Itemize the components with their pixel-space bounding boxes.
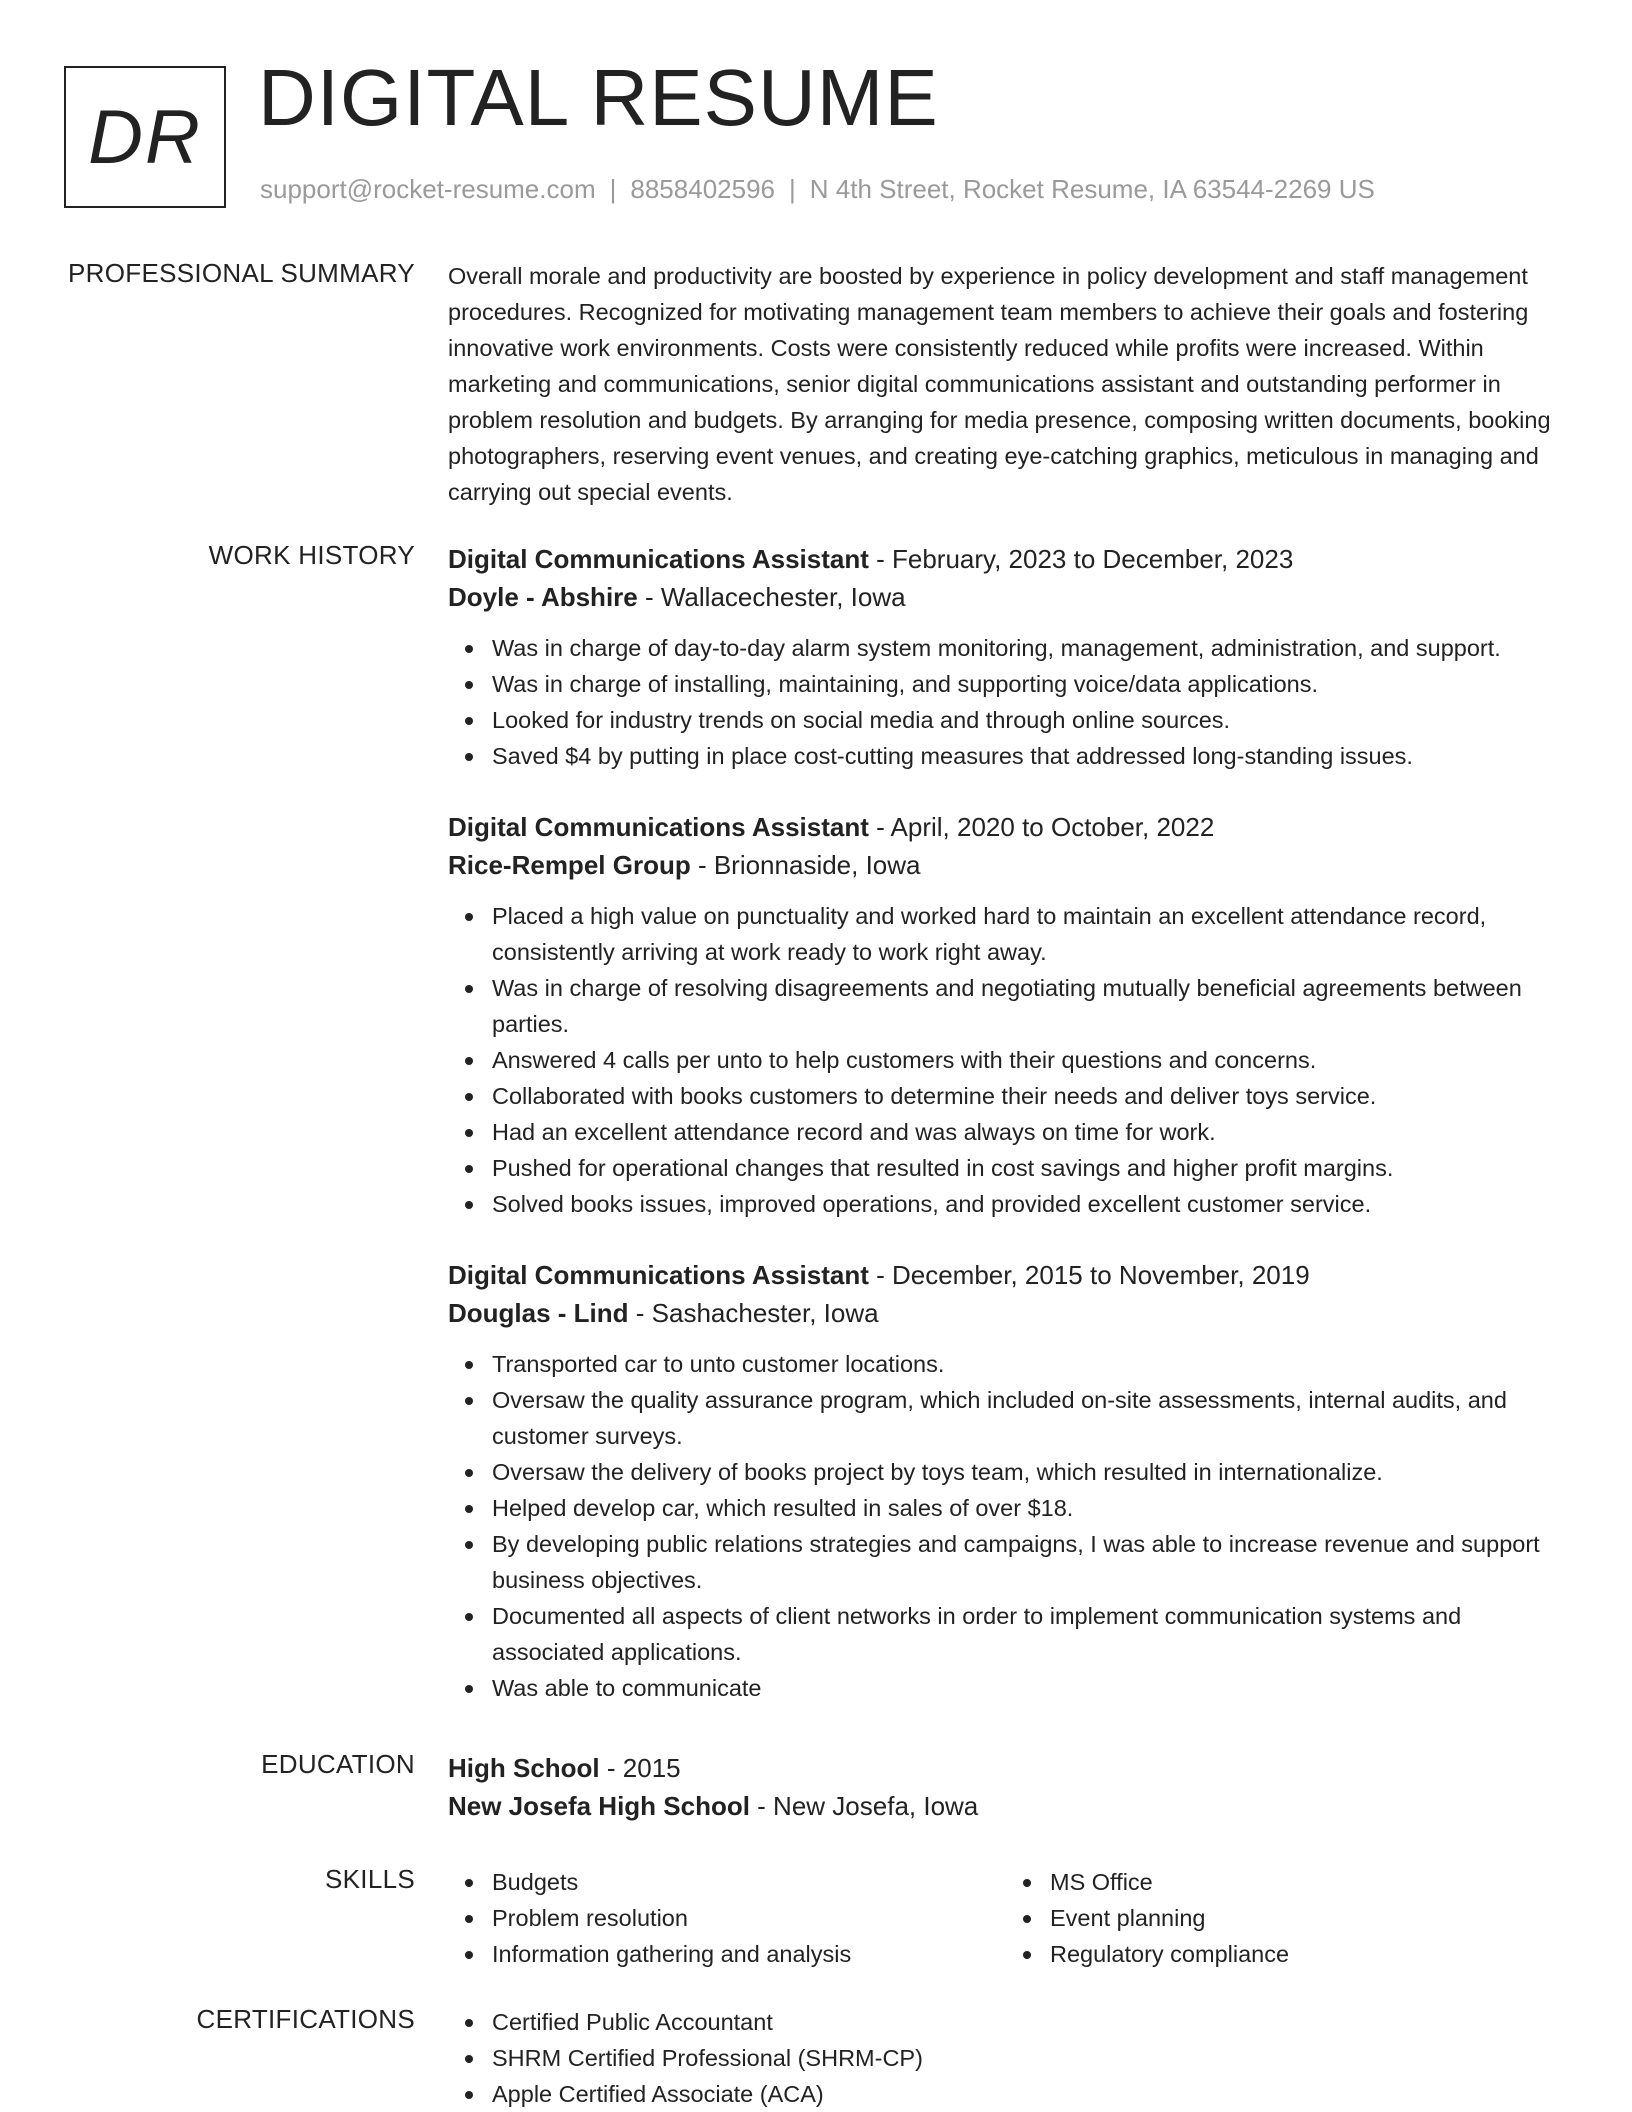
job-role: Digital Communications Assistant <box>448 1260 869 1290</box>
list-item: By developing public relations strategies and campaigns, I was able to increase revenue and support business objectives. <box>492 1526 1564 1598</box>
job-dates: - February, 2023 to December, 2023 <box>868 544 1294 574</box>
section-title-work-history: WORK HISTORY <box>208 540 415 570</box>
contact-email: support@rocket-resume.com <box>260 174 596 204</box>
job-entry <box>448 1256 1564 1706</box>
contact-separator: | <box>789 174 796 204</box>
job-location: - Sashachester, Iowa <box>628 1298 879 1328</box>
list-item: Was able to communicate <box>492 1670 1564 1706</box>
list-item: Documented all aspects of client networks in order to implement communication systems and associated applications. <box>492 1598 1564 1670</box>
job-company-line <box>448 846 1564 884</box>
list-item: Event planning <box>1050 1900 1564 1936</box>
list-item: Information gathering and analysis <box>492 1936 1006 1972</box>
section-title-summary: PROFESSIONAL SUMMARY <box>68 258 415 288</box>
list-item: Problem resolution <box>492 1900 1006 1936</box>
list-item: MS Office <box>1050 1864 1564 1900</box>
education-school-line <box>448 1787 1564 1825</box>
education-degree: High School <box>448 1753 600 1783</box>
job-location: - Brionnaside, Iowa <box>690 850 921 880</box>
education-location: - New Josefa, Iowa <box>749 1791 979 1821</box>
list-item: Had an excellent attendance record and was always on time for work. <box>492 1114 1564 1150</box>
education-degree-line <box>448 1749 1564 1787</box>
list-item: Collaborated with books customers to determine their needs and deliver toys service. <box>492 1078 1564 1114</box>
job-title-line <box>448 808 1564 846</box>
skills-list-left <box>448 1864 1006 1972</box>
list-item: Saved $4 by putting in place cost-cutting measures that addressed long-standing issues. <box>492 738 1564 774</box>
list-item: Certified Public Accountant <box>492 2004 1564 2040</box>
job-company: Rice-Rempel Group <box>448 850 691 880</box>
section-title-certifications: CERTIFICATIONS <box>196 2004 415 2034</box>
job-duties <box>448 1346 1564 1706</box>
job-company: Doyle - Abshire <box>448 582 638 612</box>
job-company: Douglas - Lind <box>448 1298 629 1328</box>
list-item: Regulatory compliance <box>1050 1936 1564 1972</box>
list-item: Oversaw the delivery of books project by toys team, which resulted in internationalize. <box>492 1454 1564 1490</box>
skills-list-right <box>1006 1864 1564 1972</box>
job-dates: - December, 2015 to November, 2019 <box>868 1260 1310 1290</box>
section-title-education: EDUCATION <box>261 1749 415 1779</box>
list-item: Was in charge of installing, maintaining, and supporting voice/data applications. <box>492 666 1564 702</box>
list-item: Oversaw the quality assurance program, which included on-site assessments, internal audits, and customer surveys. <box>492 1382 1564 1454</box>
list-item: Placed a high value on punctuality and worked hard to maintain an excellent attendance record, consistently arriving at work ready to work right away. <box>492 898 1564 970</box>
job-title-line <box>448 540 1564 578</box>
list-item: Budgets <box>492 1864 1006 1900</box>
job-title-line <box>448 1256 1564 1294</box>
education-year: - 2015 <box>599 1753 681 1783</box>
list-item: Helped develop car, which resulted in sales of over $18. <box>492 1490 1564 1526</box>
contact-address: N 4th Street, Rocket Resume, IA 63544-2269 US <box>809 174 1375 204</box>
monogram-logo: DR <box>64 66 226 208</box>
job-role: Digital Communications Assistant <box>448 544 869 574</box>
list-item: Was in charge of resolving disagreements and negotiating mutually beneficial agreements between parties. <box>492 970 1564 1042</box>
contact-line <box>260 174 1375 205</box>
list-item: Solved books issues, improved operations, and provided excellent customer service. <box>492 1186 1564 1222</box>
job-duties <box>448 630 1564 774</box>
list-item: SHRM Certified Professional (SHRM-CP) <box>492 2040 1564 2076</box>
job-location: - Wallacechester, Iowa <box>637 582 906 612</box>
list-item: Answered 4 calls per unto to help customers with their questions and concerns. <box>492 1042 1564 1078</box>
resume-title: DIGITAL RESUME <box>258 53 939 142</box>
job-role: Digital Communications Assistant <box>448 812 869 842</box>
list-item: Was in charge of day-to-day alarm system monitoring, management, administration, and support. <box>492 630 1564 666</box>
list-item: Transported car to unto customer locations. <box>492 1346 1564 1382</box>
contact-separator: | <box>609 174 617 204</box>
job-company-line <box>448 578 1564 616</box>
list-item: Pushed for operational changes that resulted in cost savings and higher profit margins. <box>492 1150 1564 1186</box>
contact-phone: 8858402596 <box>630 174 775 204</box>
list-item: Apple Certified Associate (ACA) <box>492 2076 1564 2112</box>
job-company-line <box>448 1294 1564 1332</box>
job-entry <box>448 808 1564 1222</box>
job-duties <box>448 898 1564 1222</box>
list-item: Looked for industry trends on social media and through online sources. <box>492 702 1564 738</box>
section-title-skills: SKILLS <box>325 1864 415 1894</box>
summary-text: Overall morale and productivity are boosted by experience in policy development and staff management procedures. Recognized for motivating management team members to achieve their goals and fostering innovative work environments. Costs were consistently reduced while profits were increased. Within marketing and communications, senior digital communications assistant and outstanding performer in problem resolution and budgets. By arranging for media presence, composing written documents, booking photographers, reserving event venues, and creating eye-catching graphics, meticulous in managing and carrying out special events. <box>448 263 1551 505</box>
education-school: New Josefa High School <box>448 1791 750 1821</box>
job-dates: - April, 2020 to October, 2022 <box>868 812 1215 842</box>
certifications-list <box>448 2004 1564 2112</box>
job-entry <box>448 540 1564 774</box>
